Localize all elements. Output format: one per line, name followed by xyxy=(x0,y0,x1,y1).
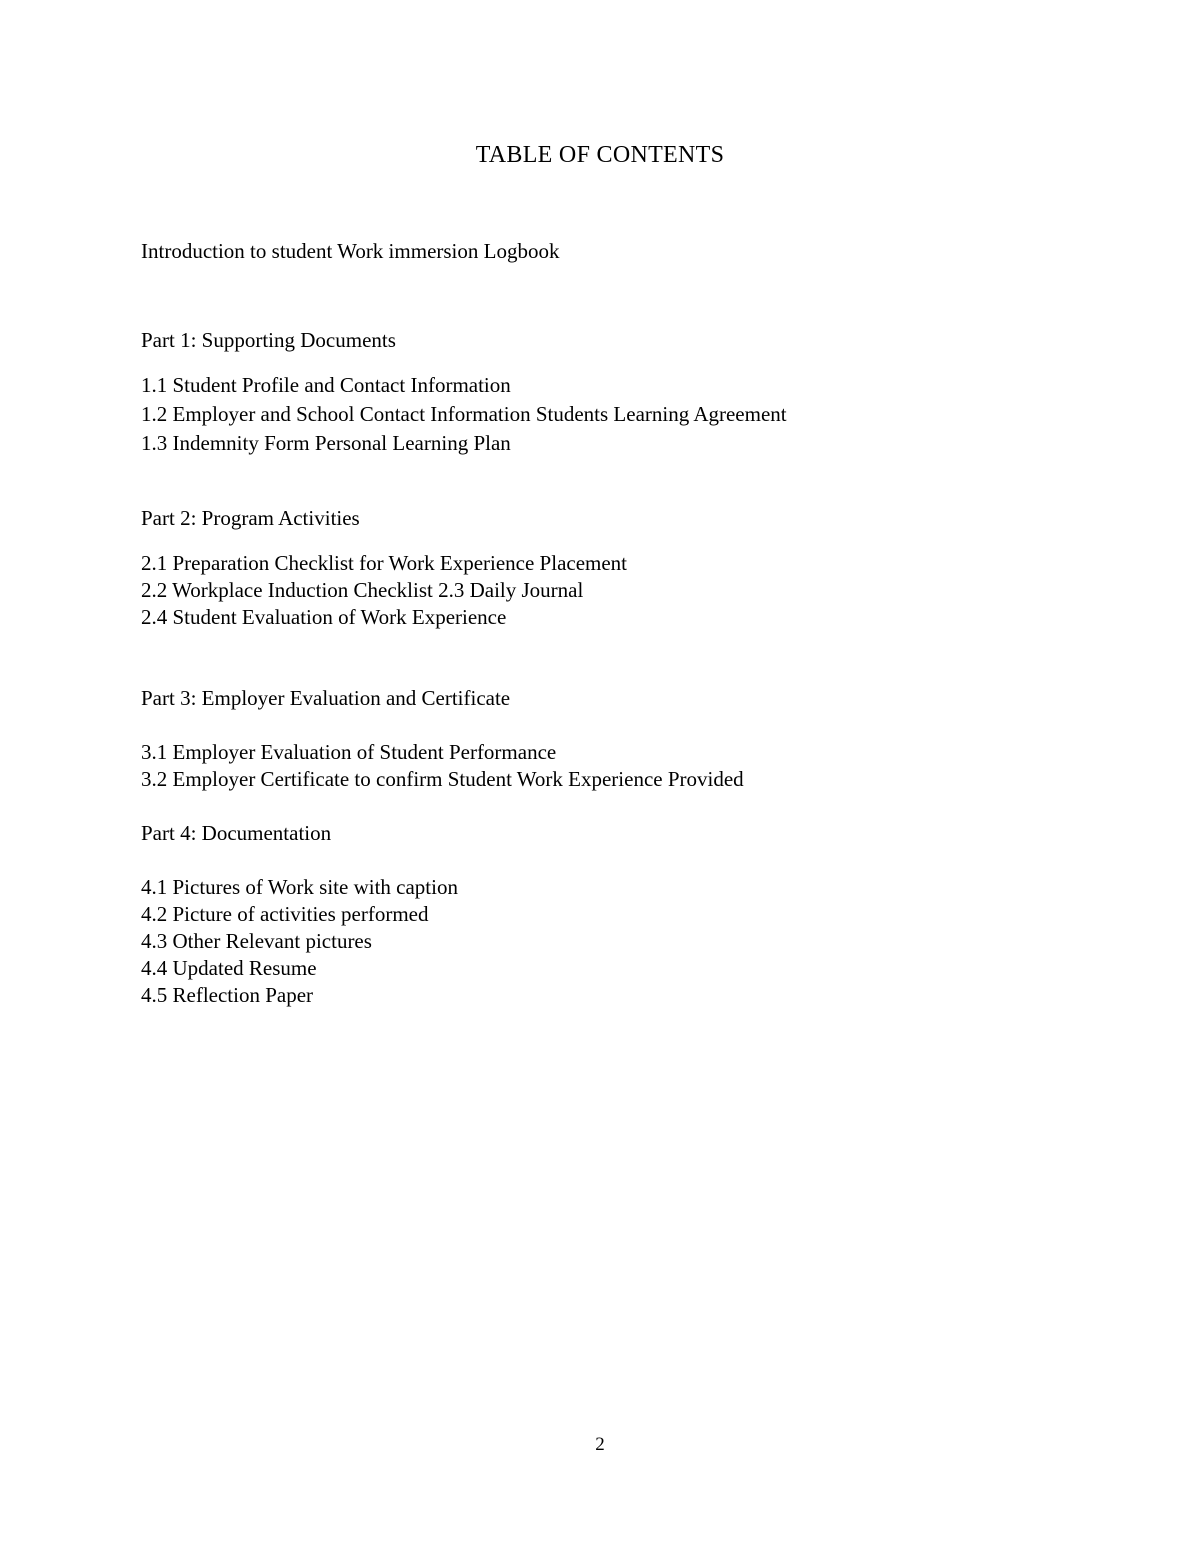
toc-entry-2-2: 2.2 Workplace Induction Checklist 2.3 Daily Journal xyxy=(141,578,584,602)
toc-entry-2-4: 2.4 Student Evaluation of Work Experience xyxy=(141,605,507,629)
part-1-heading: Part 1: Supporting Documents xyxy=(141,328,396,352)
page-number: 2 xyxy=(595,1434,605,1455)
introduction-entry: Introduction to student Work immersion Logbook xyxy=(141,239,560,263)
toc-entry-4-2: 4.2 Picture of activities performed xyxy=(141,902,429,926)
part-4-heading: Part 4: Documentation xyxy=(141,821,332,845)
toc-entry-1-2: 1.2 Employer and School Contact Information Students Learning Agreement xyxy=(141,402,787,426)
part-3-heading: Part 3: Employer Evaluation and Certificate xyxy=(141,686,511,710)
part-2-heading: Part 2: Program Activities xyxy=(141,506,360,530)
toc-entry-4-1: 4.1 Pictures of Work site with caption xyxy=(141,875,458,899)
toc-entry-2-1: 2.1 Preparation Checklist for Work Experience Placement xyxy=(141,551,628,575)
toc-entry-3-1: 3.1 Employer Evaluation of Student Performance xyxy=(141,740,557,764)
toc-entry-4-5: 4.5 Reflection Paper xyxy=(141,983,314,1007)
toc-entry-1-3: 1.3 Indemnity Form Personal Learning Plan xyxy=(141,431,511,455)
toc-entry-4-3: 4.3 Other Relevant pictures xyxy=(141,929,372,953)
toc-entry-1-1: 1.1 Student Profile and Contact Information xyxy=(141,373,511,397)
page-title: TABLE OF CONTENTS xyxy=(475,142,725,168)
toc-entry-4-4: 4.4 Updated Resume xyxy=(141,956,317,980)
toc-entry-3-2: 3.2 Employer Certificate to confirm Student Work Experience Provided xyxy=(141,767,744,791)
